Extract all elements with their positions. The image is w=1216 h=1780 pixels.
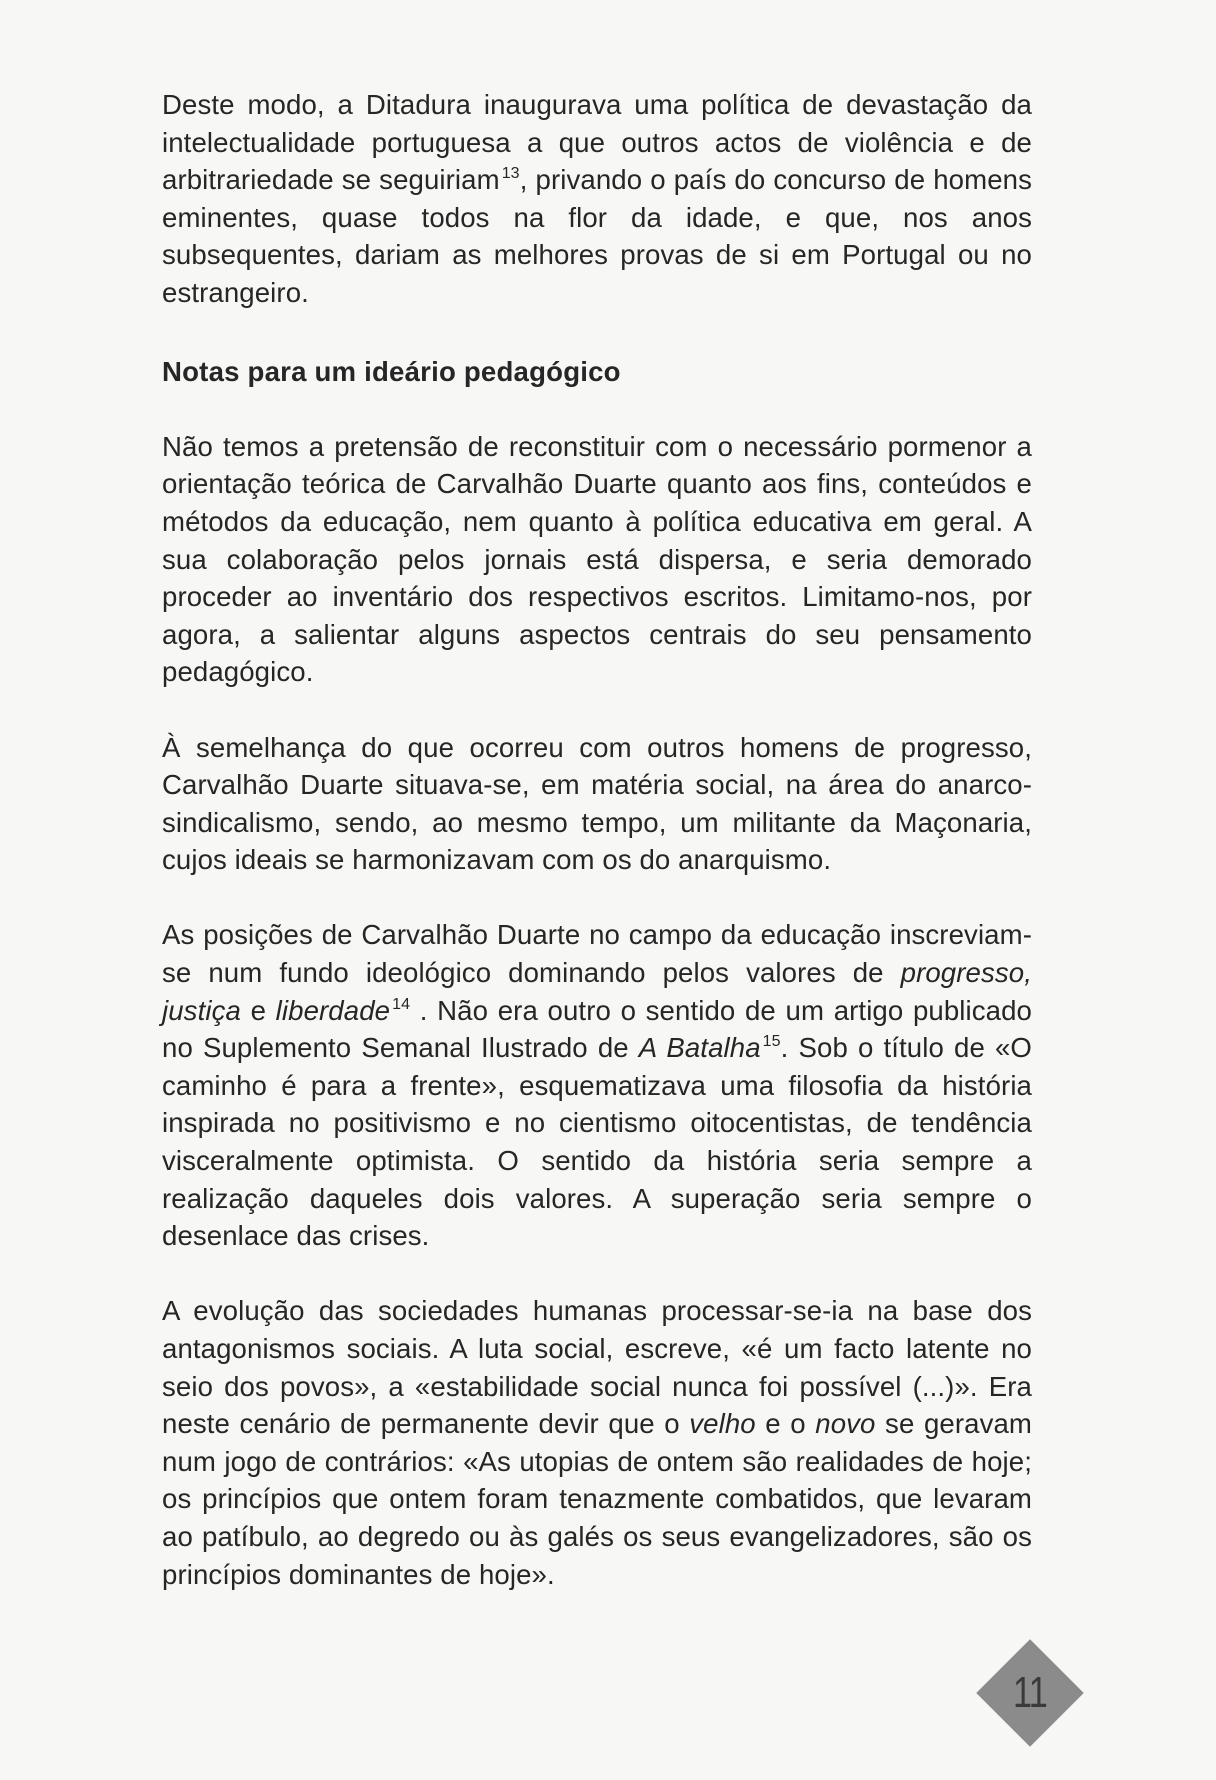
paragraph-2: Não temos a pretensão de reconstituir com o necessário pormenor a orientação teórica de Carvalhão Duarte quanto aos fins, conteúdos e métodos da educação, nem quanto à política educativa em geral. A sua colaboração pelos jornais está dispersa, e seria demorado proceder ao inventário dos respectivos escritos. Limitamo-nos, por agora, a salientar alguns aspectos centrais do seu pensamento pedagógico.: [162, 430, 1032, 688]
footnote-ref-14: 14: [392, 995, 411, 1013]
paragraph-1: [162, 86, 1032, 312]
paragraph-1-text-b: , privando o país do concurso de homens eminentes, quase todos na flor da idade, e que, nos anos subsequentes, dariam as melhores provas de si em Portugal ou no estrangeiro.: [162, 164, 1032, 308]
italic-novo: novo: [815, 1408, 876, 1440]
italic-liberdade: liberdade: [275, 994, 391, 1026]
paragraph-4-text-d: . Sob o título de «O caminho é para a frente», esquematizava uma filosofia da história inspirada no positivismo e no cientismo oitocentistas, de tendência visceralmente optimista. O sentido da história seria sempre a realização daqueles dois valores. A superação seria sempre o desenlace das crises.: [162, 1032, 1032, 1252]
page-number-badge: [975, 1638, 1085, 1748]
footnote-ref-15: 15: [762, 1033, 781, 1051]
italic-progresso-justica: progresso, justiça: [162, 957, 1032, 1026]
paragraph-4: [162, 916, 1032, 1254]
paragraph-4-text-b: e: [240, 994, 276, 1026]
section-heading: Notas para um ideário pedagógico: [162, 355, 621, 387]
footnote-ref-13: 13: [501, 165, 520, 183]
paragraph-3: À semelhança do que ocorreu com outros homens de progresso, Carvalhão Duarte situava-se, em matéria social, na área do anarco-sindicalismo, sendo, ao mesmo tempo, um militante da Maçonaria, cujos ideais se harmonizavam com os do anarquismo.: [162, 731, 1032, 876]
paragraph-5-text-c: se geravam num jogo de contrários: «As utopias de ontem são realidades de hoje; os princípios que ontem foram tenazmente combatidos, que levaram ao patíbulo, ao degredo ou às galés os seus evangelizadores, são os princípios dominantes de hoje».: [162, 1408, 1033, 1590]
paragraph-5-text-a: A evolução das sociedades humanas processar-se-ia na base dos antagonismos sociais. A luta social, escreve, «é um facto latente no seio dos povos», a «estabilidade social nunca foi possível (...)». Era neste cenário de permanente devir que o: [162, 1295, 1032, 1440]
italic-velho: velho: [689, 1408, 756, 1440]
paragraph-5-text-b: e o: [755, 1408, 816, 1440]
page-content: [162, 86, 1032, 1593]
paragraph-5: [162, 1292, 1032, 1593]
paragraph-4-text-a: As posições de Carvalhão Duarte no campo da educação inscreviam-se num fundo ideológico dominando pelos valores de: [162, 919, 1032, 989]
paragraph-1-text-a: Deste modo, a Ditadura inaugurava uma política de devastação da intelectualidade portuguesa a que outros actos de violência e de arbitrariedade se seguiriam: [162, 89, 1032, 196]
page-number: 11: [1012, 1668, 1048, 1717]
paragraph-4-text-c: . Não era outro o sentido de um artigo publicado no Suplemento Semanal Ilustrado de: [162, 994, 1032, 1064]
italic-a-batalha: A Batalha: [638, 1032, 761, 1064]
